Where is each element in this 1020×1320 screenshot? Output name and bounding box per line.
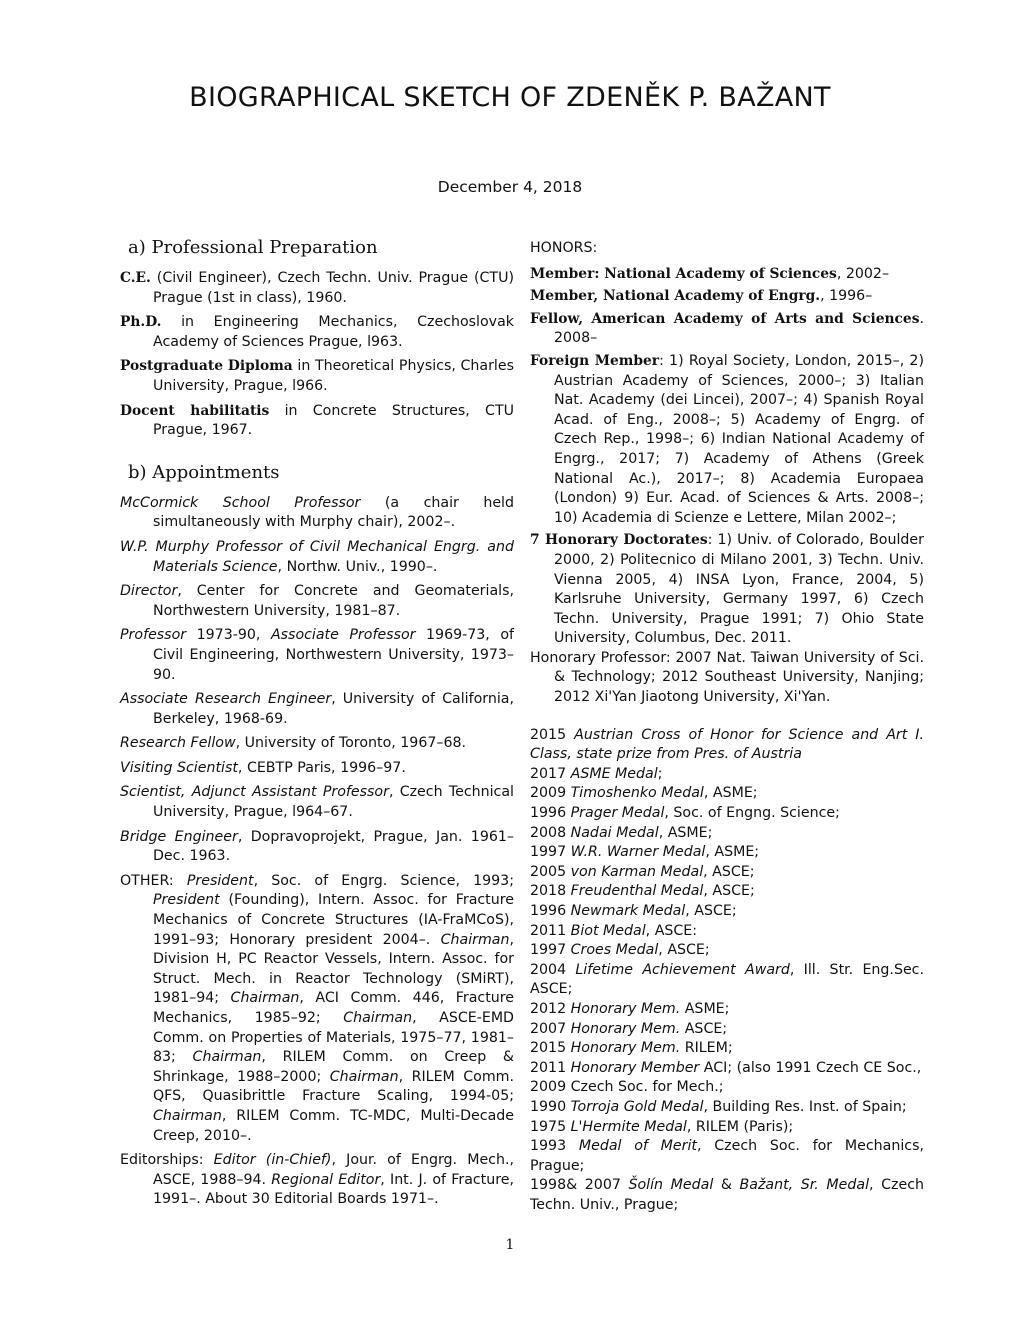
award-entry: 2005 von Karman Medal, ASCE; (530, 863, 755, 880)
award-entry: 2008 Nadai Medal, ASME; (530, 824, 713, 841)
appointment-entry: Bridge Engineer, Dopravoprojekt, Prague, Jan. 1961–Dec. 1963. (120, 828, 514, 865)
section-heading-appointments: b) Appointments (128, 461, 280, 483)
appointment-entry: Visiting Scientist, CEBTP Paris, 1996–97. (120, 759, 406, 776)
appointment-entry: Research Fellow, University of Toronto, 1967–68. (120, 735, 467, 752)
document-title: BIOGRAPHICAL SKETCH OF ZDENĚK P. BAŽANT (189, 82, 831, 113)
award-entry: 1993 Medal of Merit, Czech Soc. for Mechanics, Prague; (530, 1138, 924, 1174)
honors-heading: HONORS: (530, 240, 598, 256)
prep-entry: Docent habilitatis in Concrete Structures, CTU Prague, 1967. (120, 402, 515, 439)
left-column (120, 236, 514, 1215)
award-entry: 2011 Biot Medal, ASCE: (530, 922, 698, 939)
award-entry: 1990 Torroja Gold Medal, Building Res. Inst. of Spain; (530, 1098, 907, 1115)
award-entry: 1997 Croes Medal, ASCE; (530, 942, 710, 959)
award-entry: 1997 W.R. Warner Medal, ASME; (530, 844, 760, 861)
document-date: December 4, 2018 (437, 178, 583, 196)
membership-entry: Member: National Academy of Sciences, 2002– (530, 265, 890, 282)
prep-entry: Postgraduate Diploma in Theoretical Physics, Charles University, Prague, l966. (120, 358, 514, 394)
appointment-entry: McCormick School Professor (a chair held simultaneously with Murphy chair), 2002–. (120, 494, 515, 531)
award-entry: 2017 ASME Medal; (530, 765, 663, 782)
award-entry: 2004 Lifetime Achievement Award, Ill. Str. Eng.Sec. ASCE; (530, 961, 924, 998)
appointment-entry: W.P. Murphy Professor of Civil Mechanical Engrg. and Materials Science, Northw. Univ., 1990–. (120, 538, 514, 575)
other-roles-paragraph: OTHER: President, Soc. of Engrg. Science, 1993; President (Founding), Intern. Assoc. for Fracture Mechanics of Concrete Structures (IA-FraMCoS), 1991–93; Honorary president 2004–. Chairman, Division H, PC Reactor Vessels, Intern. Assoc. for Struct. Mech. in Reactor Technology (SMiRT), 1981–94; Chairman, ACI Comm. 446, Fracture Mechanics, 1985–92; Chairman, ASCE-EMD Comm. on Properties of Materials, 1975–77, 1981–83; Chairman, RILEM Comm. on Creep & Shrinkage, 1988–2000; Chairman, RILEM Comm. QFS, Quasibrittle Fracture Scaling, 1994-05; Chairman, RILEM Comm. TC-MDC, Multi-Decade Creep, 2010–. (120, 872, 515, 1144)
page-number: 1 (505, 1237, 515, 1253)
award-entry: 1996 Newmark Medal, ASCE; (530, 903, 737, 919)
membership-entry: Member, National Academy of Engrg., 1996– (530, 288, 873, 305)
prep-entry: C.E. (Civil Engineer), Czech Techn. Univ. Prague (CTU) Prague (1st in class), 1960. (120, 270, 514, 306)
appointment-entry: Professor 1973-90, Associate Professor 1969-73, of Civil Engineering, Northwestern University, 1973–90. (120, 627, 515, 683)
award-entry: 1996 Prager Medal, Soc. of Engng. Science; (530, 805, 840, 822)
award-entry: 2009 Timoshenko Medal, ASME; (530, 785, 758, 802)
award-entry: 2018 Freudenthal Medal, ASCE; (530, 883, 755, 900)
membership-entry: Fellow, American Academy of Arts and Sciences. 2008– (530, 310, 924, 347)
honorary-doctorates-entry: 7 Honorary Doctorates: 1) Univ. of Colorado, Boulder 2000, 2) Politecnico di Milano 2001, 3) Techn. Univ. Vienna 2005, 4) INSA Lyon, France, 2004, 5) Karlsruhe University, Germany 1997, 6) Czech Techn. University, Prague 1991; 7) Ohio State University, Columbus, Dec. 2011. (530, 532, 924, 647)
award-entry: 2011 Honorary Member ACI; (also 1991 Czech CE Soc., (530, 1059, 922, 1076)
award-entry: 1998& 2007 Šolín Medal & Bažant, Sr. Medal, Czech Techn. Univ., Prague; (530, 1177, 924, 1213)
right-column (530, 236, 924, 1216)
award-entry: 2015 Honorary Mem. RILEM; (530, 1040, 733, 1057)
award-entry: 2015 Austrian Cross of Honor for Science and Art I. Class, state prize from Pres. of Austria (530, 726, 924, 763)
appointment-entry: Director, Center for Concrete and Geomaterials, Northwestern University, 1981–87. (120, 583, 514, 619)
honorary-professor-entry: Honorary Professor: 2007 Nat. Taiwan University of Sci. & Technology; 2012 Southeast University, Nanjing; 2012 Xi'Yan Jiaotong University, Xi'Yan. (530, 649, 924, 706)
award-entry: 2007 Honorary Mem. ASCE; (530, 1020, 728, 1037)
appointment-entry: Associate Research Engineer, University of California, Berkeley, 1968-69. (120, 691, 514, 727)
foreign-member-entry: Foreign Member: 1) Royal Society, London, 2015–, 2) Austrian Academy of Sciences, 2000–; 3) Italian Nat. Academy (dei Lincei), 2007–; 4) Spanish Royal Acad. of Eng., 2008–; 5) Academy of Engrg. of Czech Rep., 1998–; 6) Indian National Academy of Engrg., 2017; 7) Academy of Athens (Greek National Ac.), 2017–; 8) Academia Europaea (London) 9) Eur. Acad. of Sciences & Arts. 2008–; 10) Academia di Scienze e Lettere, Milan 2002–; (530, 352, 924, 526)
award-entry: 2009 Czech Soc. for Mech.; (530, 1079, 724, 1096)
award-entry: 2012 Honorary Mem. ASME; (530, 1000, 730, 1017)
award-entry: 1975 L'Hermite Medal, RILEM (Paris); (530, 1118, 794, 1135)
prep-entry: Ph.D. in Engineering Mechanics, Czechoslovak Academy of Sciences Prague, l963. (120, 314, 514, 350)
section-heading-preparation: a) Professional Preparation (128, 237, 378, 258)
appointment-entry: Scientist, Adjunct Assistant Professor, Czech Technical University, Prague, l964–67. (120, 784, 514, 821)
editorships-paragraph: Editorships: Editor (in-Chief), Jour. of Engrg. Mech., ASCE, 1988–94. Regional Editor, Int. J. of Fracture, 1991–. About 30 Editorial Boards 1971–. (120, 1152, 515, 1208)
